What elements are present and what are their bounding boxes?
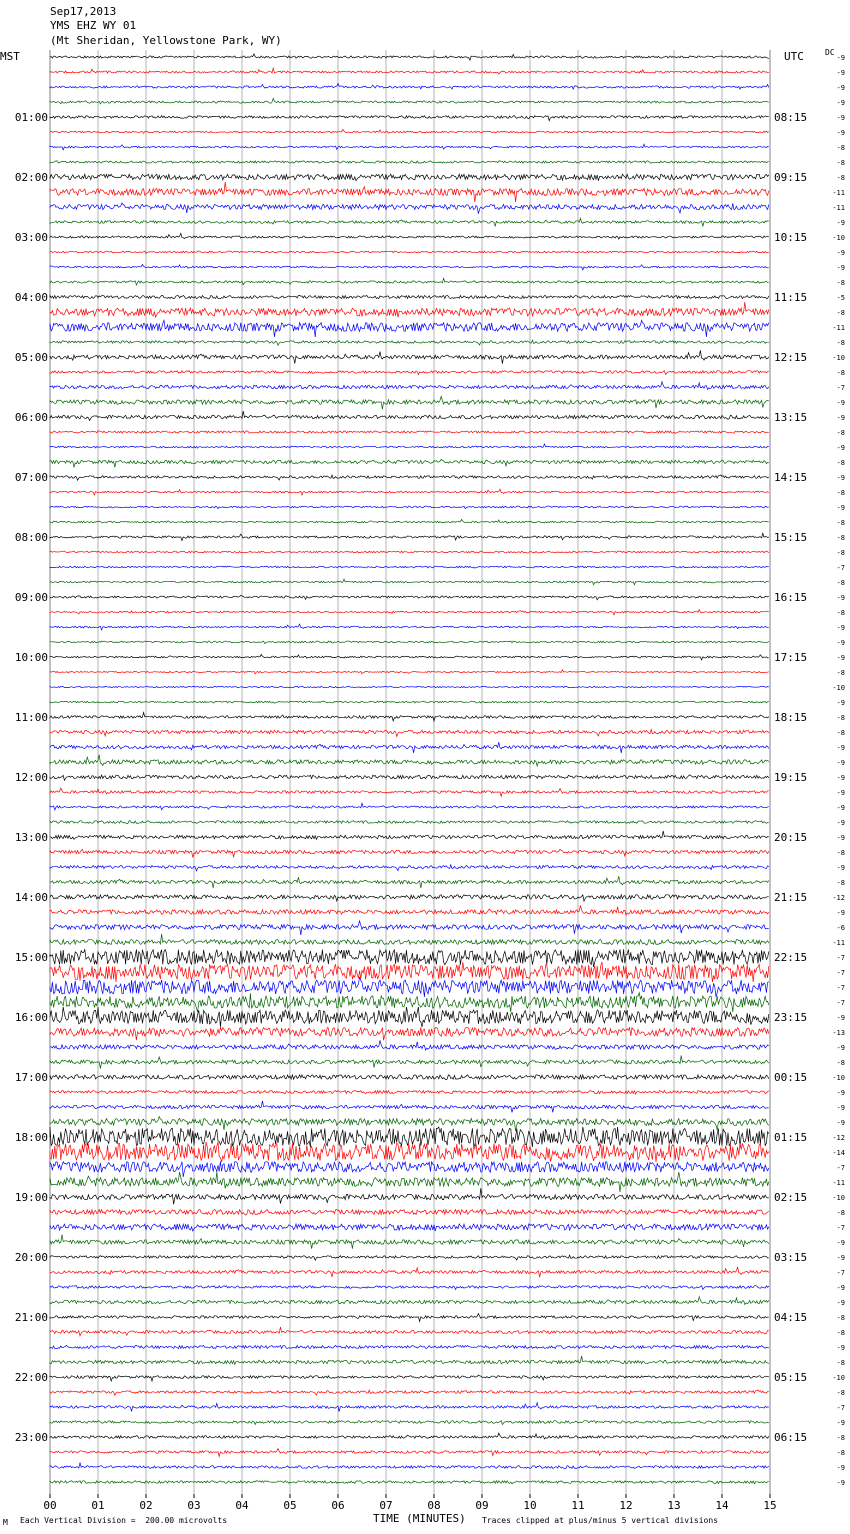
trace-row-65 <box>50 1027 769 1040</box>
trace-row-20 <box>50 350 769 363</box>
dc-offset-label: -9 <box>836 639 845 647</box>
dc-offset-label: -8 <box>836 534 845 542</box>
trace-row-30 <box>50 506 769 509</box>
dc-offset-label: -7 <box>836 384 845 392</box>
trace-row-9 <box>50 182 769 202</box>
left-hour-label: 15:00 <box>14 951 48 964</box>
trace-row-11 <box>50 218 769 226</box>
dc-offset-label: -9 <box>836 834 845 842</box>
trace-row-55 <box>50 876 769 888</box>
trace-row-19 <box>50 340 769 345</box>
dc-offset-label: -9 <box>836 504 845 512</box>
trace-row-17 <box>50 302 769 317</box>
trace-row-15 <box>50 278 769 285</box>
trace-row-76 <box>50 1188 769 1204</box>
left-hour-label: 17:00 <box>14 1071 48 1084</box>
trace-row-68 <box>50 1075 769 1080</box>
left-hour-label: 10:00 <box>14 651 48 664</box>
dc-offset-label: -9 <box>836 1299 845 1307</box>
trace-row-82 <box>50 1286 769 1290</box>
axis-labels <box>15 54 845 1512</box>
clip-note: Traces clipped at plus/minus 5 vertical divisions <box>482 1516 719 1525</box>
dc-offset-label: -9 <box>836 114 845 122</box>
trace-row-47 <box>50 755 769 766</box>
minute-gridlines <box>50 50 770 1494</box>
trace-row-4 <box>50 116 769 121</box>
dc-offset-label: -8 <box>836 714 845 722</box>
station-location: (Mt Sheridan, Yellowstone Park, WY) <box>50 34 282 47</box>
right-hour-label: 01:15 <box>774 1131 808 1144</box>
dc-offset-label: -7 <box>836 1164 845 1172</box>
dc-offset-label: -8 <box>836 159 845 167</box>
seismic-traces <box>50 54 769 1484</box>
right-hour-label: 00:15 <box>774 1071 808 1084</box>
right-hour-label: 14:15 <box>774 471 808 484</box>
x-tick-label: 10 <box>523 1499 537 1512</box>
dc-offset-label: -9 <box>836 1014 845 1022</box>
left-hour-label: 09:00 <box>14 591 48 604</box>
right-hour-label: 21:15 <box>774 891 808 904</box>
x-tick-label: 11 <box>571 1499 585 1512</box>
trace-row-88 <box>50 1375 769 1381</box>
trace-row-42 <box>50 686 769 688</box>
left-hour-label: 12:00 <box>14 771 48 784</box>
trace-row-41 <box>50 670 769 674</box>
dc-offset-label: -9 <box>836 594 845 602</box>
left-hour-label: 02:00 <box>14 171 48 184</box>
dc-offset-label: -9 <box>836 1344 845 1352</box>
trace-row-93 <box>50 1449 769 1457</box>
x-tick-label: 04 <box>235 1499 249 1512</box>
right-hour-label: 15:15 <box>774 531 808 544</box>
trace-row-7 <box>50 161 769 164</box>
dc-offset-label: -9 <box>836 1089 845 1097</box>
trace-row-1 <box>50 68 769 74</box>
dc-offset-label: -9 <box>836 909 845 917</box>
trace-row-59 <box>50 934 769 945</box>
dc-offset-label: -8 <box>836 339 845 347</box>
dc-offset-label: -8 <box>836 459 845 467</box>
dc-offset-label: -9 <box>836 699 845 707</box>
dc-offset-label: -13 <box>832 1029 845 1037</box>
trace-row-78 <box>50 1224 769 1231</box>
trace-row-39 <box>50 641 769 644</box>
x-tick-label: 15 <box>763 1499 777 1512</box>
dc-offset-label: -10 <box>832 1194 845 1202</box>
left-hour-label: 20:00 <box>14 1251 48 1264</box>
trace-row-52 <box>50 831 769 839</box>
dc-offset-label: -9 <box>836 1254 845 1262</box>
right-hour-label: 18:15 <box>774 711 808 724</box>
plot-date: Sep17,2013 <box>50 5 117 18</box>
trace-row-50 <box>50 803 769 810</box>
trace-row-73 <box>50 1142 769 1162</box>
dc-offset-label: -9 <box>836 1284 845 1292</box>
x-axis-title: TIME (MINUTES) <box>373 1512 466 1525</box>
trace-row-36 <box>50 595 769 600</box>
trace-row-40 <box>50 654 769 660</box>
trace-row-51 <box>50 821 769 824</box>
trace-row-26 <box>50 444 769 448</box>
right-timezone-label: UTC <box>784 50 804 63</box>
dc-offset-label: -9 <box>836 99 845 107</box>
dc-offset-label: -9 <box>836 1044 845 1052</box>
right-hour-label: 09:15 <box>774 171 808 184</box>
trace-row-25 <box>50 431 769 434</box>
dc-offset-label: -8 <box>836 1359 845 1367</box>
trace-row-91 <box>50 1421 769 1425</box>
dc-offset-label: -7 <box>836 1224 845 1232</box>
x-tick-label: 01 <box>91 1499 105 1512</box>
dc-offset-label: -9 <box>836 1464 845 1472</box>
dc-offset-label: -9 <box>836 864 845 872</box>
dc-offset-label: -9 <box>836 759 845 767</box>
right-hour-label: 06:15 <box>774 1431 808 1444</box>
trace-row-3 <box>50 98 769 104</box>
dc-offset-label: -9 <box>836 474 845 482</box>
left-hour-label: 13:00 <box>14 831 48 844</box>
trace-row-79 <box>50 1235 769 1249</box>
right-hour-label: 17:15 <box>774 651 808 664</box>
dc-offset-label: -11 <box>832 189 845 197</box>
trace-row-90 <box>50 1403 769 1412</box>
trace-row-31 <box>50 519 769 523</box>
dc-offset-label: -8 <box>836 579 845 587</box>
trace-row-33 <box>50 551 769 553</box>
trace-row-35 <box>50 579 769 585</box>
dc-offset-label: -11 <box>832 204 845 212</box>
dc-offset-label: -9 <box>836 1239 845 1247</box>
left-timezone-label: MST <box>0 50 20 63</box>
dc-offset-label: -11 <box>832 324 845 332</box>
dc-offset-label: -7 <box>836 999 845 1007</box>
right-hour-label: 08:15 <box>774 111 808 124</box>
dc-offset-label: -8 <box>836 489 845 497</box>
dc-offset-label: -8 <box>836 174 845 182</box>
dc-offset-label: -7 <box>836 954 845 962</box>
trace-row-92 <box>50 1433 769 1439</box>
left-hour-label: 04:00 <box>14 291 48 304</box>
trace-row-74 <box>50 1161 769 1177</box>
x-tick-label: 07 <box>379 1499 393 1512</box>
trace-row-95 <box>50 1481 769 1484</box>
dc-offset-label: -7 <box>836 564 845 572</box>
dc-offset-label: -10 <box>832 684 845 692</box>
x-tick-label: 13 <box>667 1499 681 1512</box>
trace-row-49 <box>50 788 769 796</box>
x-tick-label: 03 <box>187 1499 201 1512</box>
trace-row-61 <box>50 962 769 982</box>
trace-row-71 <box>50 1117 769 1131</box>
dc-offset-label: -9 <box>836 414 845 422</box>
trace-row-67 <box>50 1055 769 1068</box>
right-hour-label: 20:15 <box>774 831 808 844</box>
dc-offset-label: -7 <box>836 1404 845 1412</box>
dc-offset-label: -8 <box>836 519 845 527</box>
left-hour-label: 14:00 <box>14 891 48 904</box>
trace-row-27 <box>50 459 769 467</box>
left-hour-label: 03:00 <box>14 231 48 244</box>
trace-row-63 <box>50 993 769 1012</box>
left-hour-label: 21:00 <box>14 1311 48 1324</box>
dc-offset-label: -8 <box>836 369 845 377</box>
dc-offset-label: -6 <box>836 924 845 932</box>
dc-offset-label: -8 <box>836 879 845 887</box>
x-tick-label: 09 <box>475 1499 489 1512</box>
dc-offset-label: -8 <box>836 549 845 557</box>
dc-offset-label: -9 <box>836 819 845 827</box>
right-hour-label: 16:15 <box>774 591 808 604</box>
dc-offset-label: -8 <box>836 309 845 317</box>
trace-row-83 <box>50 1297 769 1305</box>
trace-row-16 <box>50 295 769 299</box>
trace-row-6 <box>50 144 769 150</box>
dc-offset-label: -7 <box>836 969 845 977</box>
trace-row-38 <box>50 624 769 630</box>
x-tick-label: 00 <box>43 1499 57 1512</box>
trace-row-37 <box>50 610 769 615</box>
left-hour-label: 18:00 <box>14 1131 48 1144</box>
dc-offset-label: -9 <box>836 1119 845 1127</box>
dc-offset-label: -9 <box>836 129 845 137</box>
trace-row-5 <box>50 129 769 133</box>
right-hour-label: 22:15 <box>774 951 808 964</box>
trace-row-34 <box>50 566 769 568</box>
trace-row-22 <box>50 382 769 390</box>
left-hour-label: 05:00 <box>14 351 48 364</box>
trace-row-85 <box>50 1327 769 1336</box>
dc-offset-label: -14 <box>832 1149 845 1157</box>
trace-row-84 <box>50 1314 769 1322</box>
dc-offset-label: -5 <box>836 294 845 302</box>
dc-offset-label: -10 <box>832 234 845 242</box>
scale-note: Each Vertical Division = 200.00 microvolts <box>20 1516 228 1525</box>
dc-offset-label: -9 <box>836 399 845 407</box>
x-tick-label: 02 <box>139 1499 153 1512</box>
trace-row-46 <box>50 742 769 753</box>
dc-offset-label: -8 <box>836 1329 845 1337</box>
dc-offset-header: DC <box>825 48 835 57</box>
trace-row-8 <box>50 174 769 181</box>
trace-row-86 <box>50 1345 769 1349</box>
trace-row-24 <box>50 411 769 421</box>
trace-row-48 <box>50 775 769 781</box>
right-hour-label: 11:15 <box>774 291 808 304</box>
dc-offset-label: -9 <box>836 1104 845 1112</box>
dc-offset-label: -8 <box>836 429 845 437</box>
dc-offset-label: -9 <box>836 1419 845 1427</box>
dc-offset-label: -8 <box>836 1059 845 1067</box>
dc-offset-label: -9 <box>836 249 845 257</box>
dc-offset-label: -9 <box>836 774 845 782</box>
dc-offset-label: -8 <box>836 1389 845 1397</box>
trace-row-2 <box>50 83 769 89</box>
dc-offset-label: -9 <box>836 1479 845 1487</box>
dc-offset-label: -9 <box>836 744 845 752</box>
trace-row-53 <box>50 849 769 857</box>
right-hour-label: 02:15 <box>774 1191 808 1204</box>
dc-offset-label: -10 <box>832 354 845 362</box>
trace-row-14 <box>50 264 769 270</box>
dc-offset-label: -11 <box>832 939 845 947</box>
right-hour-label: 19:15 <box>774 771 808 784</box>
dc-offset-label: -8 <box>836 609 845 617</box>
trace-row-29 <box>50 489 769 495</box>
x-tick-label: 06 <box>331 1499 345 1512</box>
dc-offset-label: -9 <box>836 804 845 812</box>
right-hour-label: 13:15 <box>774 411 808 424</box>
dc-offset-label: -12 <box>832 894 845 902</box>
trace-row-18 <box>50 320 769 337</box>
dc-offset-label: -8 <box>836 1314 845 1322</box>
trace-row-66 <box>50 1040 769 1050</box>
trace-row-70 <box>50 1101 769 1112</box>
dc-offset-label: -9 <box>836 84 845 92</box>
trace-row-13 <box>50 251 769 254</box>
dc-offset-label: -9 <box>836 789 845 797</box>
trace-row-45 <box>50 730 769 737</box>
trace-row-0 <box>50 54 769 60</box>
left-hour-label: 06:00 <box>14 411 48 424</box>
trace-row-54 <box>50 865 769 871</box>
dc-offset-label: -7 <box>836 984 845 992</box>
left-hour-label: 08:00 <box>14 531 48 544</box>
trace-row-32 <box>50 533 769 540</box>
left-hour-label: 01:00 <box>14 111 48 124</box>
left-hour-label: 07:00 <box>14 471 48 484</box>
trace-row-75 <box>50 1172 769 1192</box>
dc-offset-label: -9 <box>836 444 845 452</box>
dc-offset-label: -8 <box>836 1434 845 1442</box>
dc-offset-label: -10 <box>832 1074 845 1082</box>
dc-offset-label: -7 <box>836 1269 845 1277</box>
dc-offset-label: -9 <box>836 219 845 227</box>
x-tick-label: 08 <box>427 1499 441 1512</box>
trace-row-64 <box>50 1007 769 1027</box>
dc-offset-label: -10 <box>832 1374 845 1382</box>
trace-row-57 <box>50 905 769 915</box>
trace-row-89 <box>50 1390 769 1395</box>
dc-offset-label: -9 <box>836 69 845 77</box>
dc-offset-label: -8 <box>836 1209 845 1217</box>
dc-offset-label: -8 <box>836 1449 845 1457</box>
dc-offset-label: -8 <box>836 669 845 677</box>
trace-row-28 <box>50 475 769 480</box>
dc-offset-label: -8 <box>836 144 845 152</box>
trace-row-12 <box>50 233 769 239</box>
trace-row-60 <box>50 949 769 967</box>
right-hour-label: 23:15 <box>774 1011 808 1024</box>
trace-row-81 <box>50 1267 769 1277</box>
trace-row-58 <box>50 921 769 935</box>
right-hour-label: 10:15 <box>774 231 808 244</box>
dc-offset-label: -9 <box>836 624 845 632</box>
trace-row-21 <box>50 371 769 375</box>
right-hour-label: 12:15 <box>774 351 808 364</box>
left-hour-label: 22:00 <box>14 1371 48 1384</box>
dc-offset-label: -8 <box>836 729 845 737</box>
trace-row-23 <box>50 396 769 409</box>
trace-row-62 <box>50 977 769 997</box>
trace-row-80 <box>50 1255 769 1260</box>
trace-row-94 <box>50 1463 769 1469</box>
dc-offset-label: -9 <box>836 654 845 662</box>
right-hour-label: 03:15 <box>774 1251 808 1264</box>
dc-offset-label: -9 <box>836 54 845 62</box>
trace-row-87 <box>50 1356 769 1364</box>
left-hour-label: 11:00 <box>14 711 48 724</box>
dc-offset-label: -8 <box>836 279 845 287</box>
trace-row-10 <box>50 203 769 214</box>
x-tick-label: 05 <box>283 1499 297 1512</box>
dc-offset-label: -8 <box>836 849 845 857</box>
trace-row-72 <box>50 1127 769 1147</box>
trace-row-69 <box>50 1091 769 1095</box>
x-tick-label: 12 <box>619 1499 633 1512</box>
right-hour-label: 04:15 <box>774 1311 808 1324</box>
trace-row-77 <box>50 1210 769 1216</box>
right-hour-label: 05:15 <box>774 1371 808 1384</box>
trace-row-44 <box>50 713 769 722</box>
left-hour-label: 16:00 <box>14 1011 48 1024</box>
corner-mark: M <box>3 1518 8 1527</box>
dc-offset-label: -9 <box>836 264 845 272</box>
station-code: YMS EHZ WY 01 <box>50 19 137 32</box>
left-hour-label: 19:00 <box>14 1191 48 1204</box>
dc-offset-label: -12 <box>832 1134 845 1142</box>
left-hour-label: 23:00 <box>14 1431 48 1444</box>
dc-offset-label: -11 <box>832 1179 845 1187</box>
x-tick-label: 14 <box>715 1499 729 1512</box>
trace-row-43 <box>50 701 769 703</box>
trace-row-56 <box>50 895 769 901</box>
